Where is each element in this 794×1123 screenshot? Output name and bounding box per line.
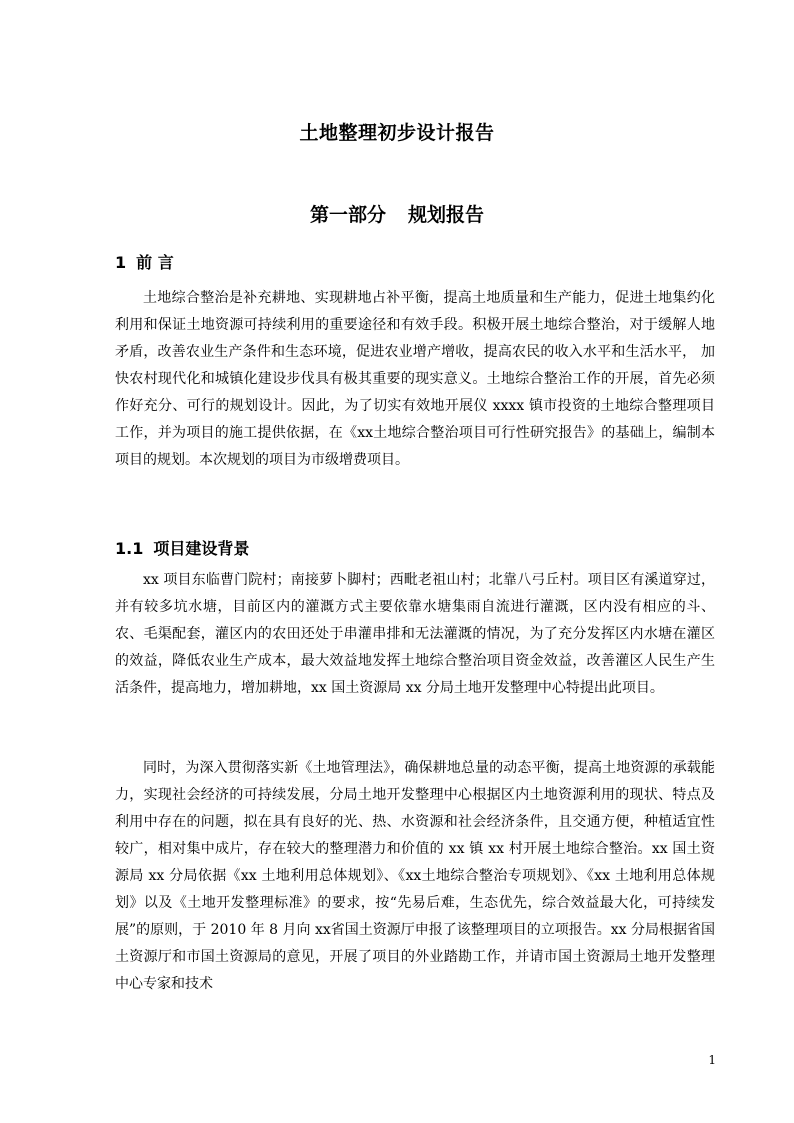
page-number: 1	[708, 1053, 716, 1067]
document-title: 土地整理初步设计报告	[299, 122, 495, 144]
intro-paragraph: 土地综合整治是补充耕地、实现耕地占补平衡，提高土地质量和生产能力，促进土地集约化利用和保证土地资源可持续利用的重要途径和有效手段。积极开展土地综合整治，对于缓解人地矛盾，改善农业生产条件和生态环境，促进农业增产增收，提高农民的收入水平和生活水平， 加快农村现代化和城镇化建设步伐具有极其重要的现实意义。土地综合整治工作的开展，首先必须作好充分、可行的规划设计。因此，为了切实有效地开展仪 xxxx 镇市投资的土地综合整理项目工作，并为项目的施工提供依据，在《xx土地综合整治项目可行性研究报告》的基础上，编制本项目的规划。本次规划的项目为市级增费项目。	[115, 290, 715, 468]
part-title	[0, 200, 794, 227]
section-title: 前 言	[136, 253, 174, 272]
subsection-number: 1.1	[115, 539, 144, 558]
background-paragraph-2: 同时，为深入贯彻落实新《土地管理法》，确保耕地总量的动态平衡，提高土地资源的承载能力，实现社会经济的可持续发展，分局土地开发整理中心根据区内土地资源利用的现状、特点及利用中存在的问题，拟在具有良好的光、热、水资源和社会经济条件，且交通方便，种植适宜性较广，相对集中成片，存在较大的整理潜力和价值的 xx 镇 xx 村开展土地综合整治。xx 国土资源局 xx 分局依据《xx 土地利用总体规划》、《xx土地综合整治专项规划》、《xx 土地利用总体规划》以及《土地开发整理标准》的要求，按“先易后难，生态优先，综合效益最大化，可持续发展”的原则，于 2010 年 8 月向 xx省国土资源厅申报了该整理项目的立项报告。xx 分局根据省国土资源厅和市国土资源局的意见，开展了项目的外业踏勘工作，并请市国土资源局土地开发整理中心专家和技术	[115, 760, 715, 992]
part-label: 第一部分	[309, 204, 386, 226]
subsection-title: 项目建设背景	[153, 539, 250, 558]
part-name: 规划报告	[408, 204, 485, 226]
section-number: 1	[115, 253, 127, 272]
section-heading-1	[115, 250, 174, 273]
background-paragraph-1: xx 项目东临曹门院村；南接萝卜脚村；西毗老祖山村；北靠八弓丘村。项目区有溪道穿过，并有较多坑水塘，目前区内的灌溉方式主要依靠水塘集雨自流进行灌溉，区内没有相应的斗、农、毛渠配套，灌区内的农田还处于串灌串排和无法灌溉的情况，为了充分发挥区内水塘在灌区的效益，降低农业生产成本，最大效益地发挥土地综合整治项目资金效益，改善灌区人民生产生活条件，提高地力，增加耕地，xx 国土资源局 xx 分局土地开发整理中心特提出此项目。	[115, 572, 715, 696]
section-heading-1-1	[115, 536, 249, 559]
